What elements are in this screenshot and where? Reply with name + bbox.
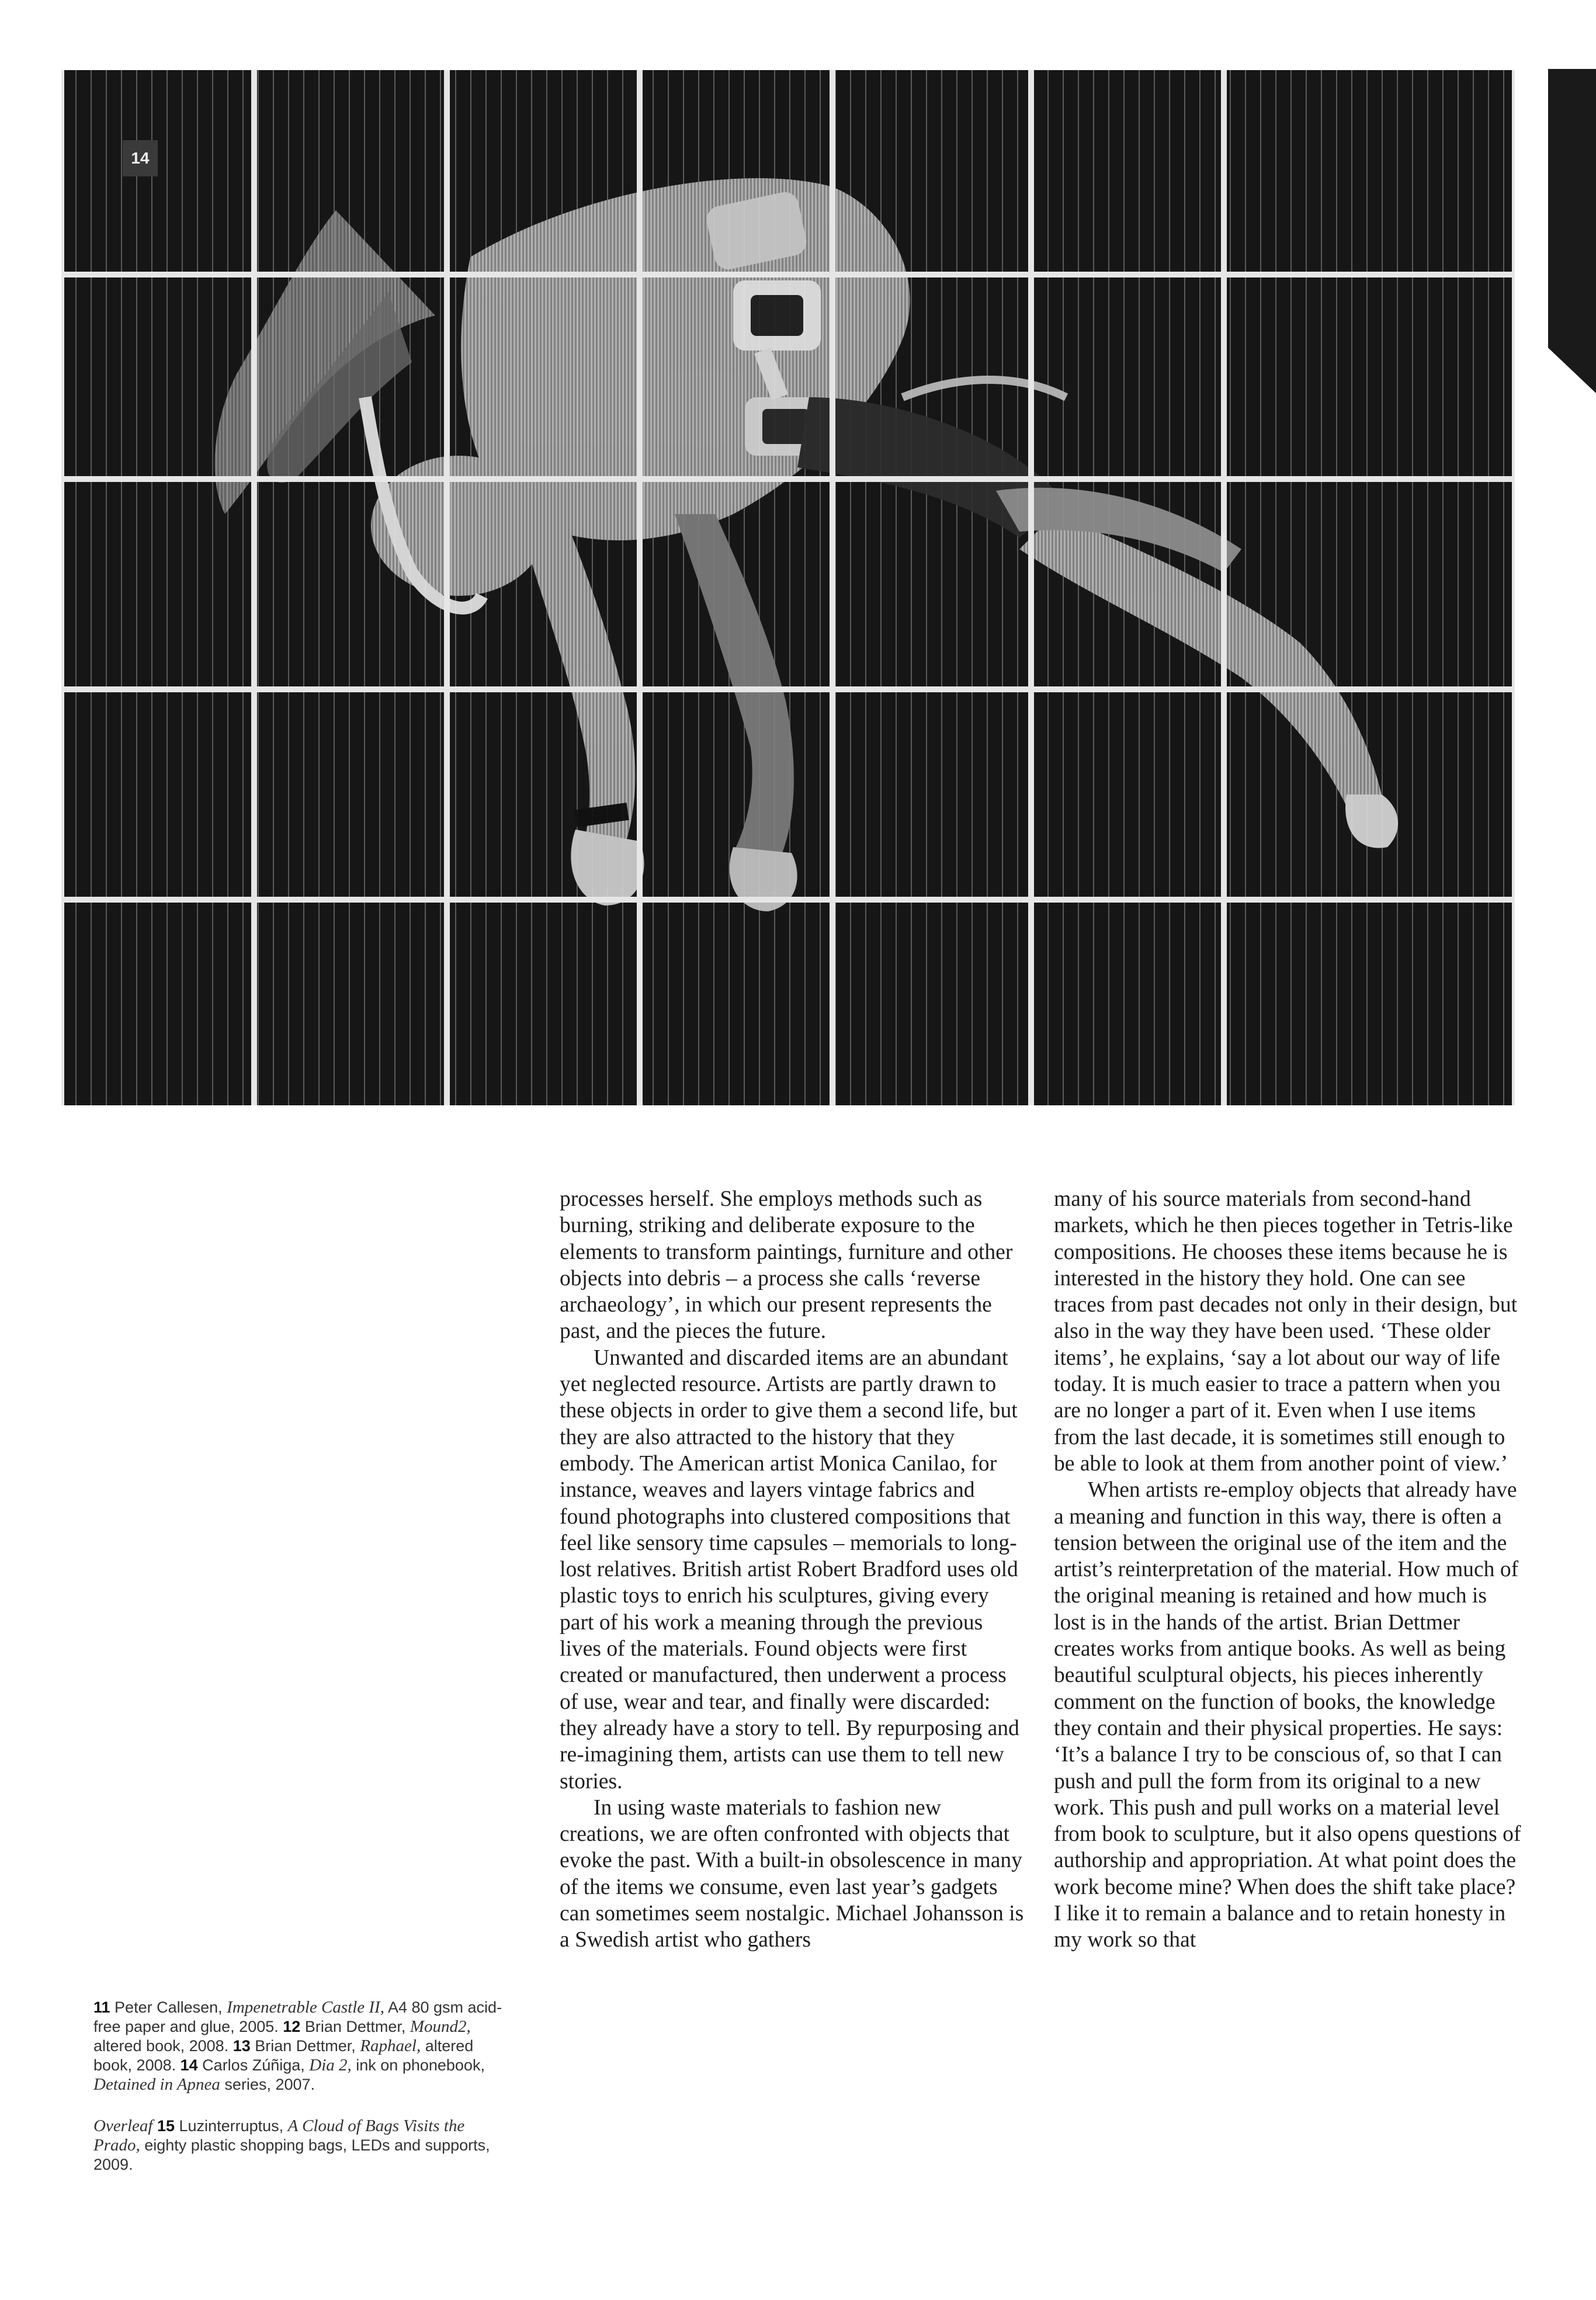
caption-fragment: Brian Dettmer, [250, 2037, 360, 2055]
paragraph: When artists re-employ objects that already have a meaning and function in this way, there is often a tension between the original use of the item and the artist’s reinterpretation of the material. How much of the original meaning is retained and how much is lost is in the hands of the artist. Brian Dettmer creates works from antique books. As well as being beautiful sculptural objects, his pieces inherently comment on the function of books, the knowledge they contain and their physical properties. He says: ‘It’s a balance I try to be conscious of, so that I can push and pull the form from its original to a new work. This push and pull works on a material level from book to sculpture, but it also opens questions of authorship and appropriation. At what point does the work become mine? When does the shift take place? I like it to remain a balance and to retain honesty in my work so that [1054, 1478, 1521, 1952]
paragraph: processes herself. She employs methods such as burning, striking and deliberate exposure to the elements to transform paintings, furniture and other objects into debris – a process she calls ‘reverse archaeology’, in which our present represents the past, and the pieces the future. [560, 1187, 1013, 1344]
caption-fragment: A Cloud of Bags Visits the Prado, [93, 2117, 465, 2155]
caption-fragment: Luzinterruptus, [175, 2117, 288, 2135]
diver-drawing [61, 70, 1515, 1105]
caption-fragment: altered book, 2008. [93, 2037, 233, 2055]
paragraph: Unwanted and discarded items are an abundant yet neglected resource. Artists are partly drawn to these objects in order to give them a second life, but they are also attracted to the history that they embody. The American artist Monica Canilao, for instance, weaves and layers vintage fabrics and found photographs into clustered compositions that feel like sensory time capsules – memorials to long-lost relatives. British artist Robert Bradford uses old plastic toys to enrich his sculptures, giving every part of his work a meaning through the previous lives of the materials. Found objects were first created or manufactured, then underwent a process of use, wear and tear, and finally were discarded: they already have a story to tell. By repurposing and re-imagining them, artists can use them to tell new stories. [560, 1345, 1019, 1793]
caption-fragment: ink on phonebook, [351, 2056, 485, 2074]
caption-fragment: 15 [152, 2117, 175, 2135]
caption-fragment: Detained in Apnea [93, 2075, 220, 2094]
figure-captions [93, 1998, 514, 2197]
body-column-2 [1054, 1186, 1521, 1954]
caption-fragment: Brian Dettmer, [300, 2018, 410, 2035]
body-column-1 [560, 1186, 1027, 1954]
caption-overleaf-15 [93, 2117, 514, 2174]
figure-number: 14 [123, 140, 158, 176]
caption-fragment: 11 [93, 1999, 110, 2016]
running-head [1562, 216, 1583, 226]
caption-fragment: series, 2007. [220, 2076, 315, 2093]
caption-fragment: 13 [233, 2037, 251, 2055]
caption-fragment: Dia 2, [309, 2056, 352, 2074]
caption-fragment: 14 [180, 2056, 198, 2074]
caption-fragment: 12 [283, 2018, 301, 2035]
caption-figures-11-14 [93, 1998, 514, 2094]
caption-fragment: Carlos Zúñiga, [197, 2056, 310, 2074]
caption-fragment: Overleaf [93, 2117, 153, 2135]
paragraph: In using waste materials to fashion new creations, we are often confronted with objects that evoke the past. With a built-in obsolescence in many of the items we consume, even last year’s gadgets can sometimes seem nostalgic. Michael Johansson is a Swedish artist who gathers [560, 1795, 1024, 1952]
caption-fragment: eighty plastic shopping bags, LEDs and supports, 2009. [93, 2136, 490, 2173]
running-head-tab [1548, 69, 1596, 393]
caption-fragment: Peter Callesen, [110, 1999, 227, 2016]
paragraph: many of his source materials from second-hand markets, which he then pieces together in Tetris-like compositions. He chooses these items because he is interested in the history they hold. One can see traces from past decades not only in their design, but also in the way they have been used. ‘These older items’, he explains, ‘say a lot about our way of life today. It is much easier to trace a pattern when you are no longer a part of it. Even when I use items from the last decade, it is sometimes still enough to be able to look at them from another point of view.’ [1054, 1187, 1518, 1476]
caption-fragment: Mound2, [410, 2017, 471, 2036]
caption-fragment: altered book, 2008. [93, 2037, 474, 2074]
caption-fragment: Raphael, [360, 2037, 421, 2055]
artwork-image [61, 70, 1515, 1105]
caption-fragment: Impenetrable Castle II, [227, 1998, 384, 2017]
caption-fragment: A4 80 gsm acid-free paper and glue, 2005. [93, 1999, 502, 2035]
